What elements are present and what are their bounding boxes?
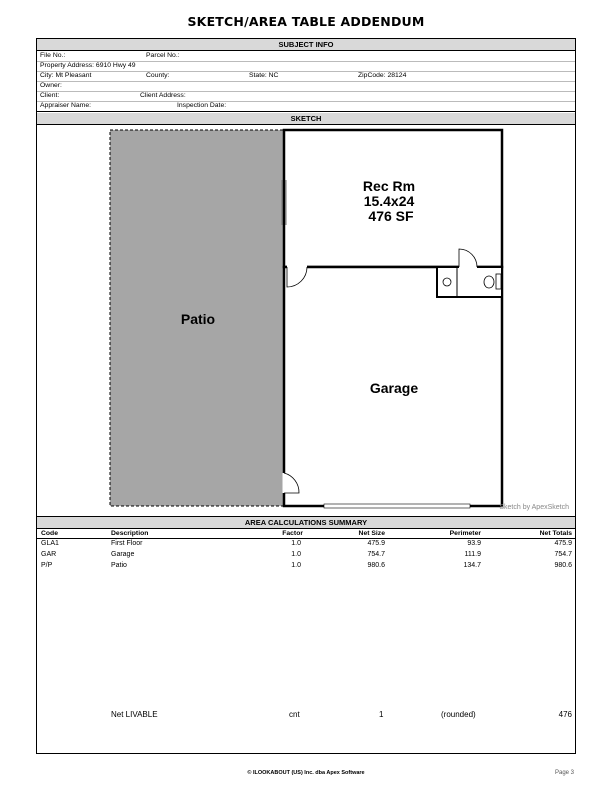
rec-rm-area: 476 SF <box>368 208 414 224</box>
net-livable-total: 476 <box>558 710 572 719</box>
footer-copyright: © ILOOKABOUT (US) Inc. dba Apex Software <box>247 770 365 776</box>
row-description: Garage <box>111 551 135 558</box>
sketch-area <box>37 125 575 517</box>
row-net-totals: 754.7 <box>554 551 572 558</box>
inspection-date: Inspection Date: <box>177 102 227 109</box>
row-net-totals: 475.9 <box>554 540 572 547</box>
row-net-size: 980.6 <box>367 562 385 569</box>
sketch-credit: Sketch by ApexSketch <box>499 504 569 511</box>
col-net-totals: Net Totals <box>539 530 572 537</box>
row-description: First Floor <box>111 540 143 547</box>
col-code: Code <box>41 530 58 537</box>
file-no: File No.: <box>40 52 66 59</box>
col-net-size: Net Size <box>358 530 385 537</box>
row-net-totals: 980.6 <box>554 562 572 569</box>
page-title: SKETCH/AREA TABLE ADDENDUM <box>187 14 425 29</box>
floor-plan-sketch <box>37 125 575 516</box>
net-livable-count: 1 <box>379 710 384 719</box>
row-description: Patio <box>111 562 127 569</box>
property-address: Property Address: 6910 Hwy 49 <box>40 62 136 69</box>
client: Client: <box>40 92 60 99</box>
bathroom-walls <box>437 267 502 297</box>
zipcode: ZipCode: 28124 <box>358 72 407 79</box>
row-perimeter: 111.9 <box>464 551 481 558</box>
owner: Owner: <box>40 82 62 89</box>
county: County: <box>146 72 170 79</box>
sketch-header: SKETCH <box>37 113 575 125</box>
area-calc-header: AREA CALCULATIONS SUMMARY <box>37 517 575 529</box>
row-factor: 1.0 <box>291 540 301 547</box>
col-factor: Factor <box>282 530 303 537</box>
row-net-size: 754.7 <box>367 551 385 558</box>
net-livable-label: Net LIVABLE <box>111 710 158 719</box>
net-livable-row <box>37 709 575 720</box>
col-perimeter: Perimeter <box>449 530 481 537</box>
garage-door <box>324 504 470 508</box>
row-perimeter: 93.9 <box>467 540 481 547</box>
table-row <box>37 538 575 549</box>
row-code: P/P <box>41 562 53 569</box>
page-number: Page 3 <box>555 770 575 776</box>
client-address: Client Address: <box>140 92 186 99</box>
rec-rm-label: Rec Rm <box>362 178 416 194</box>
patio-label: Patio <box>180 311 216 327</box>
subject-info-header: SUBJECT INFO <box>37 39 575 51</box>
col-description: Description <box>111 530 149 537</box>
table-row <box>37 560 575 571</box>
net-livable-rounded: (rounded) <box>441 710 476 719</box>
state: State: NC <box>249 72 279 79</box>
subject-row-6 <box>37 101 575 112</box>
row-factor: 1.0 <box>291 551 301 558</box>
row-factor: 1.0 <box>291 562 301 569</box>
row-code: GAR <box>41 551 57 558</box>
addendum-frame <box>36 38 576 754</box>
garage-label: Garage <box>369 380 419 396</box>
row-code: GLA1 <box>41 540 59 547</box>
table-row <box>37 549 575 560</box>
rec-rm-dims: 15.4x24 <box>363 193 415 209</box>
city: City: Mt Pleasant <box>40 72 92 79</box>
appraiser-name: Appraiser Name: <box>40 102 91 109</box>
parcel-no: Parcel No.: <box>146 52 180 59</box>
net-livable-cnt: cnt <box>289 710 300 719</box>
row-perimeter: 134.7 <box>463 562 481 569</box>
row-net-size: 475.9 <box>367 540 385 547</box>
